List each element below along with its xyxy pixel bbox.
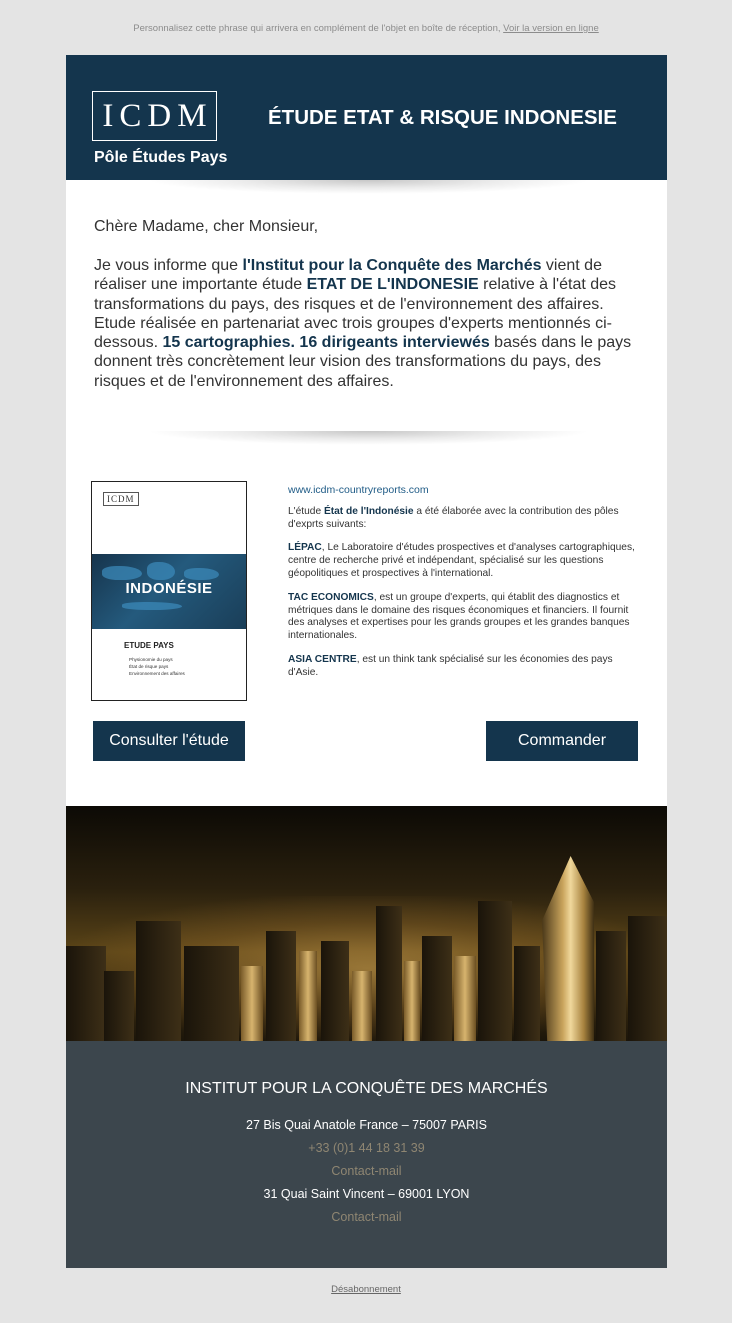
intro-bold-figures: 15 cartographies. 16 dirigeants interviewés [162, 334, 490, 352]
partner-tac [288, 592, 640, 643]
cover-logo: ICDM [103, 492, 139, 506]
building [136, 921, 181, 1041]
email-header [66, 55, 667, 180]
preheader-text: Personnalisez cette phrase qui arrivera en complément de l'objet en boîte de réception, [133, 23, 501, 34]
building [66, 946, 106, 1041]
partner-name: TAC ECONOMICS [288, 591, 374, 603]
contact-mail-link[interactable]: Contact-mail [331, 1210, 402, 1224]
study-intro-bold: État de l'Indonésie [323, 505, 414, 517]
building [454, 956, 476, 1041]
report-cover-image[interactable] [91, 481, 247, 701]
building [596, 931, 626, 1041]
website-link[interactable]: www.icdm-countryreports.com [288, 484, 429, 496]
email-card [66, 55, 667, 1268]
phone-link[interactable]: +33 (0)1 44 18 31 39 [308, 1141, 425, 1155]
partner-text: , est un groupe d'experts, qui établit des diagnostics et métriques dans le domaine des risques économiques et financiers. Il fournit des analyses et expertises pour les grands groupes et les grandes banques internationales. [288, 591, 630, 642]
logo-subtitle: Pôle Études Pays [94, 149, 228, 166]
building [628, 916, 667, 1041]
tower-building [542, 856, 594, 1041]
partner-text: , Le Laboratoire d'études prospectives et d'analyses cartographiques, centre de recherche privé et indépendant, spécialisé sur les questions géopolitiques et prospectives à l'international. [288, 542, 635, 579]
city-skyline-image [66, 806, 667, 1041]
footer [66, 1041, 667, 1268]
intro-text-4: basés dans le pays donnent très concrètement leur vision des transformations du pays, des risques et de l'environnement des affaires. [94, 334, 632, 390]
intro-text-1: Je vous informe que [94, 257, 243, 274]
study-intro [288, 506, 640, 532]
building [404, 961, 420, 1041]
building [478, 901, 512, 1041]
building [266, 931, 296, 1041]
map-island [122, 602, 182, 610]
partner-text: , est un think tank spécialisé sur les économies des pays d'Asie. [288, 653, 613, 678]
intro-text-2: vient de réaliser une importante étude [94, 257, 602, 294]
study-description [288, 484, 640, 691]
building [422, 936, 452, 1041]
building [376, 906, 402, 1041]
divider-shadow [146, 180, 591, 194]
building [352, 971, 372, 1041]
lyon-address: 31 Quai Saint Vincent – 69001 LYON [263, 1187, 470, 1201]
consult-study-button[interactable]: Consulter l'étude [93, 721, 245, 761]
preheader [0, 23, 732, 34]
intro-bold-etude: ETAT DE L'INDONESIE [306, 276, 479, 294]
divider-shadow [146, 431, 591, 445]
study-intro-text: L'étude [288, 505, 324, 517]
study-intro-rest: a été élaborée avec la contribution des pôles d'exprts suivants: [288, 505, 619, 530]
cover-title: INDONÉSIE [125, 580, 213, 597]
map-island [184, 568, 219, 580]
footer-title: INSTITUT POUR LA CONQUÊTE DES MARCHÉS [185, 1080, 548, 1097]
partner-name: ASIA CENTRE [288, 653, 357, 665]
unsubscribe-link[interactable]: Désabonnement [331, 1284, 401, 1295]
building [299, 951, 317, 1041]
building [241, 966, 263, 1041]
building [104, 971, 134, 1041]
greeting: Chère Madame, cher Monsieur, [94, 218, 319, 235]
order-button[interactable]: Commander [486, 721, 638, 761]
cover-map-band [92, 554, 246, 629]
partner-asia [288, 654, 640, 680]
cover-line: État de risque pays [129, 664, 169, 669]
map-island [147, 562, 175, 580]
intro-bold-institut: l'Institut pour la Conquête des Marchés [242, 257, 542, 274]
email-title: ÉTUDE ETAT & RISQUE INDONESIE [268, 106, 617, 129]
view-online-link[interactable]: Voir la version en ligne [503, 23, 599, 34]
contact-mail-link[interactable]: Contact-mail [331, 1164, 402, 1178]
partner-lepac [288, 542, 640, 580]
intro-paragraph [94, 256, 639, 391]
cover-line: Environnement des affaires [129, 671, 185, 676]
paris-address: 27 Bis Quai Anatole France – 75007 PARIS [246, 1118, 487, 1132]
intro-text-3: relative à l'état des transformations du pays, des risques et de l'environnement des affaires. Etude réalisée en partenariat avec trois groupes d'experts mentionnés ci-dessous. [94, 276, 617, 352]
building [184, 946, 239, 1041]
icdm-logo[interactable]: ICDM [92, 91, 217, 141]
map-island [102, 566, 142, 580]
building [514, 946, 540, 1041]
cover-line: Physionomie du pays [129, 657, 173, 662]
building [321, 941, 349, 1041]
partner-name: LÉPAC [288, 542, 322, 554]
cover-subtitle: ETUDE PAYS [124, 641, 174, 650]
